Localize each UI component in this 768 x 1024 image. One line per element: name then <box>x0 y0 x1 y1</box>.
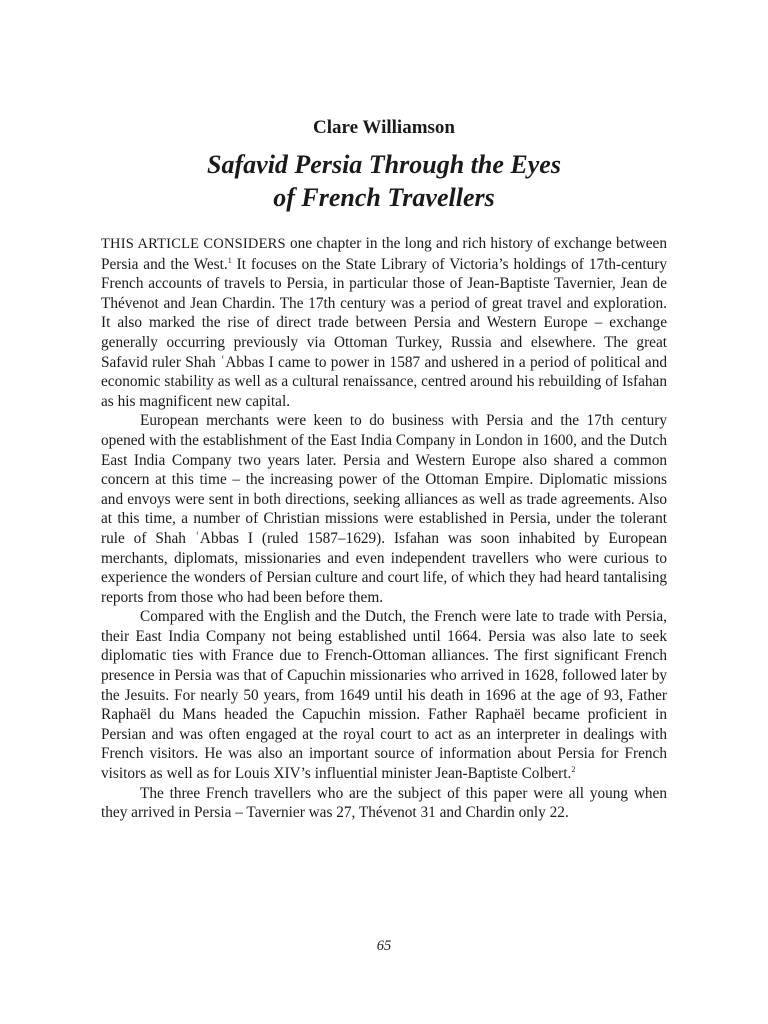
page-number: 65 <box>376 938 392 954</box>
title-line-1: Safavid Persia Through the Eyes <box>207 150 561 179</box>
footnote-ref-2[interactable]: 2 <box>571 765 576 775</box>
paragraph-1 <box>101 234 667 411</box>
paragraph-4: The three French travellers who are the subject of this paper were all young when they arrived in Persia – Tavernier was 27, Thévenot 31 and Chardin only 22. <box>101 784 667 822</box>
paragraph-3 <box>101 607 667 783</box>
article-body <box>101 234 667 823</box>
article-title <box>100 148 668 214</box>
author-name: Clare Williamson <box>313 117 455 138</box>
paragraph-3-text: Compared with the English and the Dutch, the French were late to trade with Persia, their East India Company not being established until 1664. Persia was also late to seek diplomatic ties with France due to French-Ottoman alliances. The first significant French presence in Persia was that of Capuchin missionaries who arrived in 1628, followed later by the Jesuits. For nearly 50 years, from 1649 until his death in 1696 at the age of 93, Father Raphaël du Mans headed the Capuchin mission. Father Raphaël became proficient in Persian and was often engaged at the royal court to act as an interpreter in dealings with French visitors. He was also an important source of information about Persia for French visitors as well as for Louis XIV’s influential minister Jean-Baptiste Colbert. <box>101 608 667 783</box>
footnote-ref-1[interactable]: 1 <box>227 255 232 265</box>
paragraph-1-text-a: one chapter in the long and rich history of exchange between Persia and the West. <box>101 235 667 273</box>
paragraph-1-text-b: It focuses on the State Library of Victoria’s holdings of 17th-century French accounts of travels to Persia, in particular those of Jean-Baptiste Tavernier, Jean de Thévenot and Jean Chardin. The 17th century was a period of great travel and exploration. It also marked the rise of direct trade between Persia and Western Europe – exchange generally occurring previously via Ottoman Turkey, Russia and elsewhere. The great Safavid ruler Shah ʿAbbas I came to power in 1587 and ushered in a period of political and economic stability as well as a cultural renaissance, centred around his rebuilding of Isfahan as his magnificent new capital. <box>101 255 667 410</box>
paragraph-2: European merchants were keen to do business with Persia and the 17th century opened with the establishment of the East India Company in London in 1600, and the Dutch East India Company two years later. Persia and Western Europe also shared a common concern at this time – the increasing power of the Ottoman Empire. Diplomatic missions and envoys were sent in both directions, seeking alliances as well as trade agreements. Also at this time, a number of Christian missions were established in Persia, under the tolerant rule of Shah ʿAbbas I (ruled 1587–1629). Isfahan was soon inhabited by European merchants, diplomats, missionaries and even independent travellers who were curious to experience the wonders of Persian culture and court life, of which they had heard tantalising reports from those who had been before them. <box>101 412 667 606</box>
lead-in-caps: THIS ARTICLE CONSIDERS <box>101 236 286 252</box>
title-line-2: of French Travellers <box>273 183 495 212</box>
